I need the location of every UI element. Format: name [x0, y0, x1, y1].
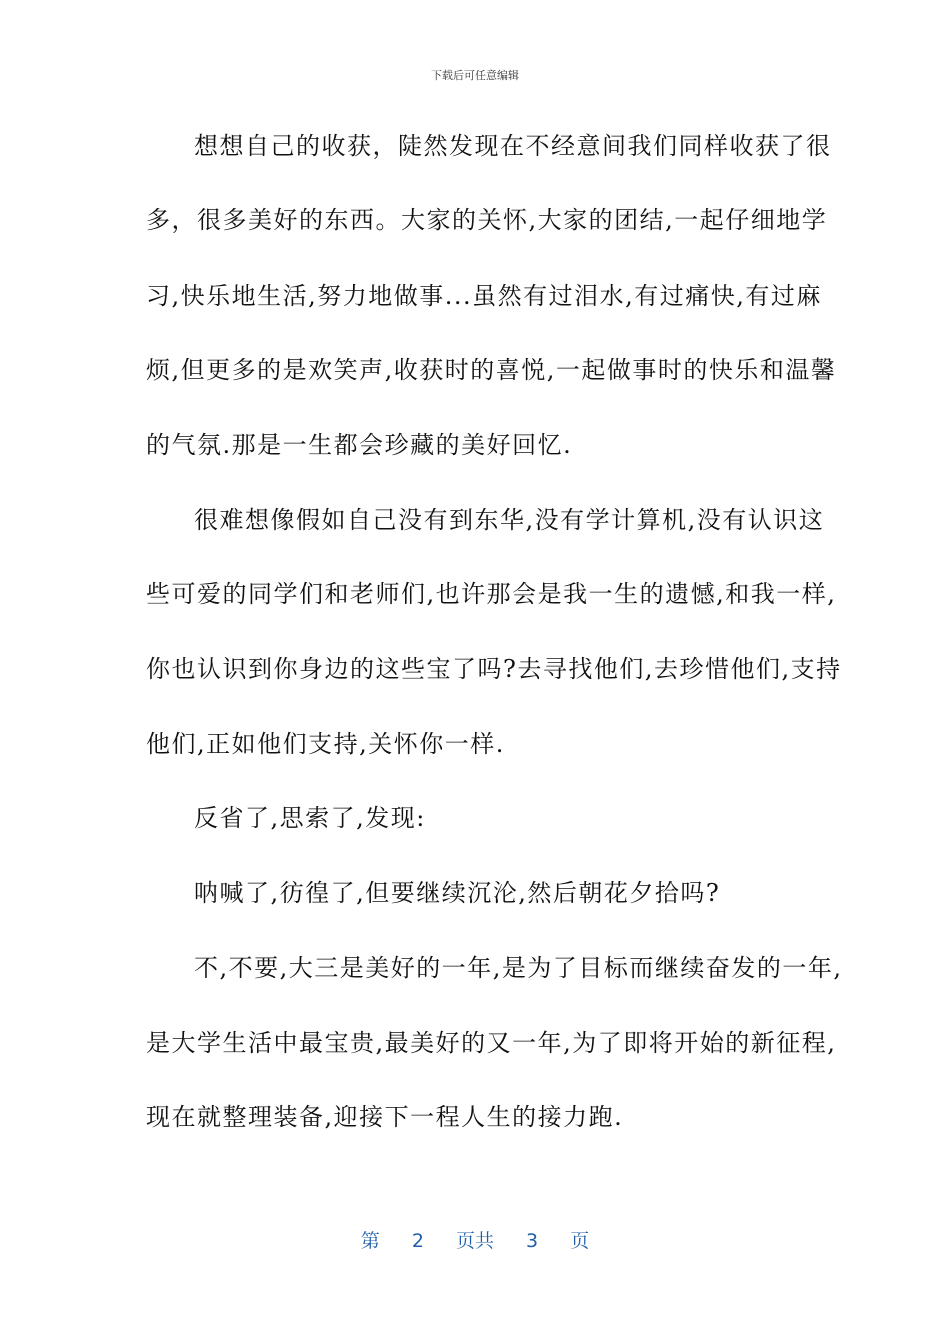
text-line: 很难想像假如自己没有到东华,没有学计算机,没有认识这 [194, 506, 825, 534]
page-footer [0, 1226, 950, 1253]
page-prefix: 第 [360, 1230, 380, 1252]
text-line: 多，很多美好的东西。大家的关怀,大家的团结,一起仔细地学 [146, 206, 828, 234]
text-line: 反省了,思索了,发现: [194, 804, 426, 832]
text-line: 他们,正如他们支持,关怀你一样. [146, 730, 505, 758]
text-line: 想想自己的收获，陡然发现在不经意间我们同样收获了很 [194, 132, 832, 160]
text-line: 不,不要,大三是美好的一年,是为了目标而继续奋发的一年, [194, 954, 843, 982]
text-line: 些可爱的同学们和老师们,也许那会是我一生的遗憾,和我一样, [146, 580, 837, 608]
header-note: 下载后可任意编辑 [431, 69, 519, 82]
text-line: 是大学生活中最宝贵,最美好的又一年,为了即将开始的新征程, [146, 1029, 837, 1057]
page-suffix: 页 [570, 1230, 590, 1252]
text-line: 现在就整理装备,迎接下一程人生的接力跑. [146, 1103, 624, 1131]
page-middle-text: 页共 [455, 1230, 494, 1252]
total-pages-number: 3 [526, 1230, 539, 1252]
text-line: 习,快乐地生活,努力地做事...虽然有过泪水,有过痛快,有过麻 [146, 282, 822, 310]
current-page-number: 2 [411, 1230, 424, 1252]
text-line: 的气氛.那是一生都会珍藏的美好回忆. [146, 431, 573, 459]
text-line: 烦,但更多的是欢笑声,收获时的喜悦,一起做事时的快乐和温馨 [146, 356, 837, 384]
text-line: 你也认识到你身边的这些宝了吗?去寻找他们,去珍惜他们,支持 [146, 655, 842, 683]
text-line: 呐喊了,彷徨了,但要继续沉沦,然后朝花夕拾吗? [194, 879, 721, 907]
